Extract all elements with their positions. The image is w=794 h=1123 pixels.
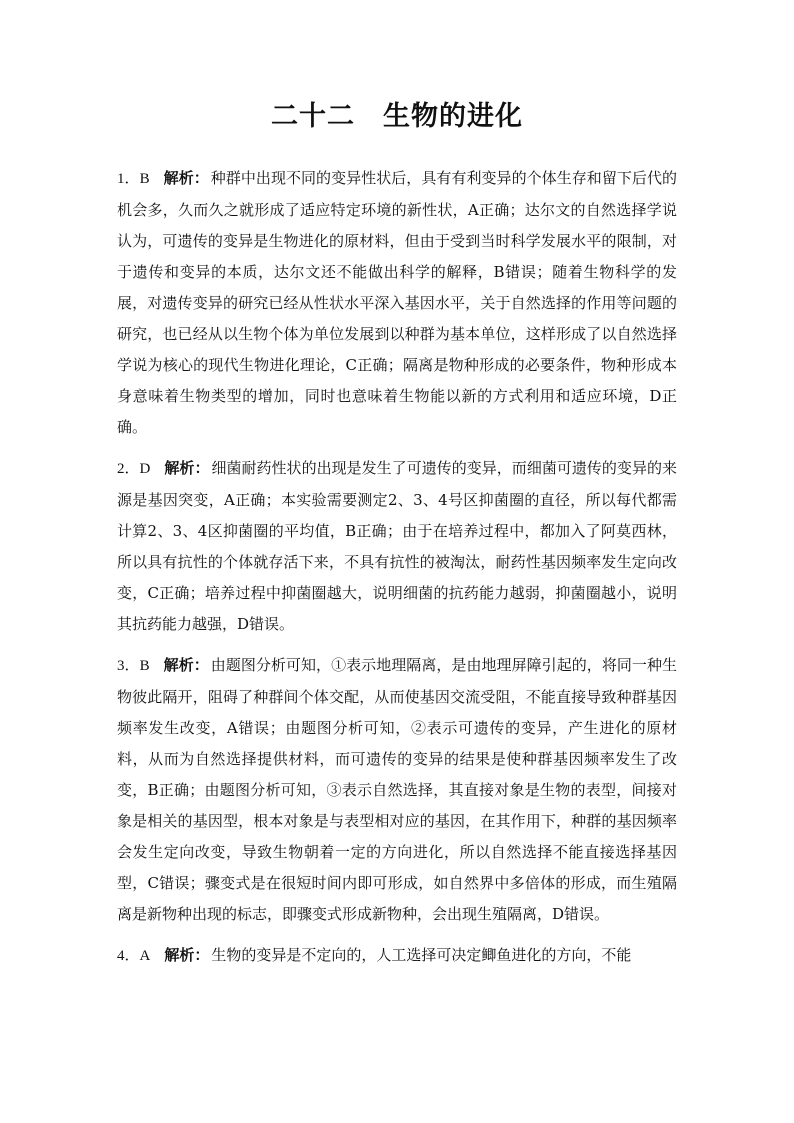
analysis-label: 解析：: [164, 459, 210, 477]
item-answer: D: [139, 461, 151, 477]
analysis-label: 解析：: [163, 656, 209, 674]
item-number: 1．: [117, 171, 140, 187]
answer-item-4: [117, 940, 677, 972]
analysis-label: 解析：: [164, 946, 210, 964]
analysis-text: 细菌耐药性状的出现是发生了可遗传的变异，而细菌可遗传的变异的来源是基因突变，A正确；本实验需要测定2、3、4号区抑菌圈的直径，所以每代都需计算2、3、4区抑菌圈的平均值，B正确；由于在培养过程中，都加入了阿莫西林，所以具有抗性的个体就存活下来，不具有抗性的被淘汰，耐药性基因频率发生定向改变，C正确；培养过程中抑菌圈越大，说明细菌的抗药能力越弱，抑菌圈越小，说明其抗药能力越强，D错误。: [117, 459, 677, 633]
page-title: 二十二 生物的进化: [271, 101, 523, 132]
item-answer: B: [139, 171, 150, 187]
answer-item-1: [117, 163, 677, 443]
answer-list: [117, 163, 677, 982]
analysis-label: 解析：: [163, 169, 209, 187]
analysis-text: 种群中出现不同的变异性状后，具有有利变异的个体生存和留下后代的机会多，久而久之就形成了适应特定环境的新性状，A正确；达尔文的自然选择学说认为，可遗传的变异是生物进化的原材料，但由于受到当时科学发展水平的限制，对于遗传和变异的本质，达尔文还不能做出科学的解释，B错误；随着生物科学的发展，对遗传变异的研究已经从性状水平深入基因水平，关于自然选择的作用等问题的研究，也已经从以生物个体为单位发展到以种群为基本单位，这样形成了以自然选择学说为核心的现代生物进化理论，C正确；隔离是物种形成的必要条件，物种形成本身意味着生物类型的增加，同时也意味着生物能以新的方式利用和适应环境，D正确。: [117, 169, 677, 436]
item-number: 2．: [117, 461, 140, 477]
item-number: 4．: [117, 948, 140, 964]
item-answer: B: [139, 658, 150, 674]
item-answer: A: [139, 948, 151, 964]
analysis-text: 生物的变异是不定向的，人工选择可决定鲫鱼进化的方向，不能: [211, 946, 632, 964]
answer-item-2: [117, 453, 677, 640]
analysis-text: 由题图分析可知，①表示地理隔离，是由地理屏障引起的，将同一种生物彼此隔开，阻碍了种群间个体交配，从而使基因交流受阻，不能直接导致种群基因频率发生改变，A错误；由题图分析可知，②表示可遗传的变异，产生进化的原材料，从而为自然选择提供材料，而可遗传的变异的结果是使种群基因频率发生了改变，B正确；由题图分析可知，③表示自然选择，其直接对象是生物的表型，间接对象是相关的基因型，根本对象是与表型相对应的基因，在其作用下，种群的基因频率会发生定向改变，导致生物朝着一定的方向进化，所以自然选择不能直接选择基因型，C错误；骤变式是在很短时间内即可形成，如自然界中多倍体的形成，而生殖隔离是新物种出现的标志，即骤变式形成新物种，会出现生殖隔离，D错误。: [117, 656, 677, 923]
answer-item-3: [117, 650, 677, 930]
item-number: 3．: [117, 658, 140, 674]
